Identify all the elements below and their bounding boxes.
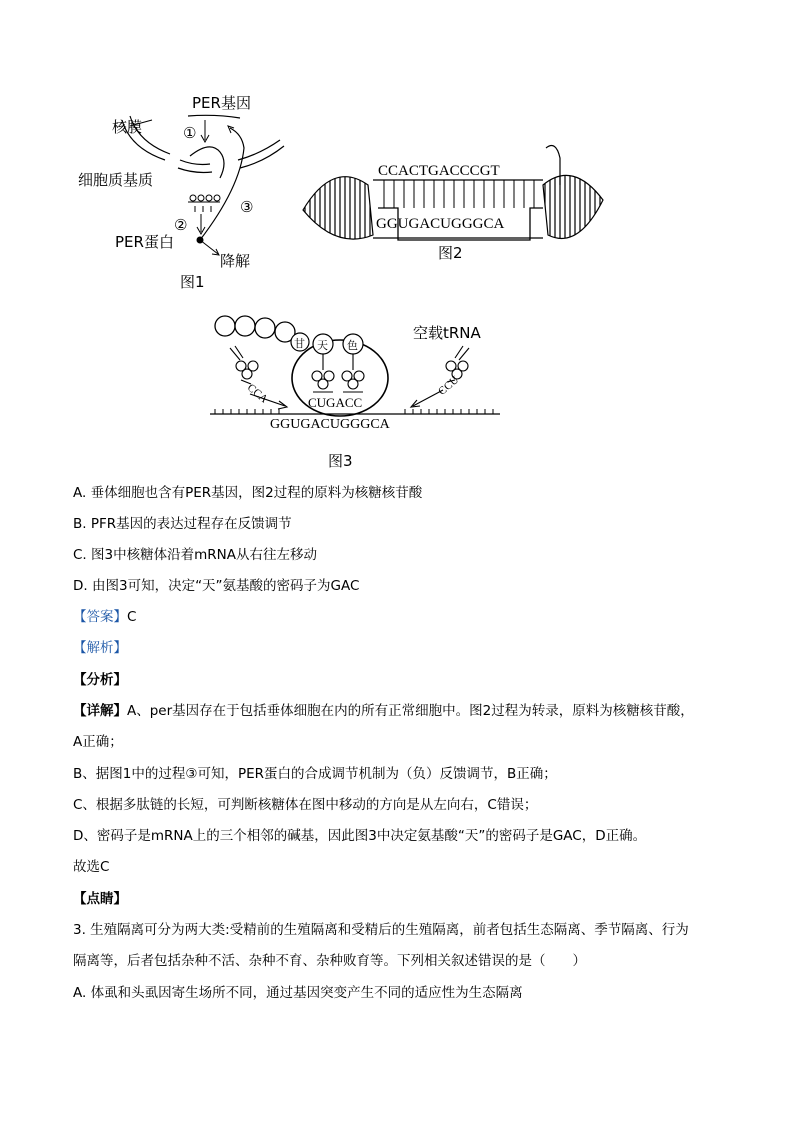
detail-line-3: B、据图1中的过程③可知，PER蛋白的合成调节机制为（负）反馈调节，B正确；	[73, 766, 557, 782]
label-membrane: 核膜	[112, 118, 143, 136]
left-trna	[230, 346, 258, 384]
label-cytoplasm: 细胞质基质	[78, 171, 154, 189]
detail-line-4: C、根据多肽链的长短，可判断核糖体在图中移动的方向是从左向右，C错误；	[73, 797, 538, 813]
figure-2-caption: 图2	[438, 244, 463, 262]
right-trna-anticodon: CCU	[436, 374, 462, 398]
aa-label-trp: 色	[347, 339, 358, 352]
detail-line-1	[73, 701, 694, 721]
question-3-line-2: 隔离等，后者包括杂种不活、杂种不育、杂种败育等。下列相关叙述错误的是（ ）	[73, 953, 586, 969]
base-pair-rungs	[384, 180, 534, 208]
polypeptide-chain	[215, 316, 295, 342]
aa-label-gly: 甘	[294, 337, 305, 350]
detail-line-2: A正确；	[73, 734, 123, 750]
label-gene: PER基因	[192, 94, 251, 112]
detail-label: 【详解】	[73, 703, 127, 719]
detail-line-5: D、密码子是mRNA上的三个相邻的碱基，因此图3中决定氨基酸“天”的密码子是GAC，D正确。	[73, 828, 647, 844]
answer-label: 【答案】	[73, 609, 127, 625]
analysis-label-text: 【解析】	[73, 640, 127, 656]
option-b: B. PFR基因的表达过程存在反馈调节	[73, 516, 292, 532]
rna-transcript: GGUGACUGGGCA	[376, 216, 505, 232]
figure-3-caption: 图3	[328, 452, 353, 470]
aa-label-asp: 天	[317, 339, 328, 352]
option-c: C. 图3中核糖体沿着mRNA从右往左移动	[73, 547, 317, 563]
question-3-line-1: 3. 生殖隔离可分为两大类:受精前的生殖隔离和受精后的生殖隔离，前者包括生态隔离、季节隔离、行为	[73, 922, 689, 938]
label-empty-trna: 空载tRNA	[413, 324, 481, 342]
figure-2	[298, 140, 616, 265]
figure-1	[70, 88, 295, 293]
label-step-2: ②	[174, 216, 188, 234]
detail-line-6: 故选C	[73, 859, 110, 875]
label-degrade: 降解	[220, 252, 251, 270]
question-3-option-a: A. 体虱和头虱因寄生场所不同，通过基因突变产生不同的适应性为生态隔离	[73, 985, 523, 1001]
answer-row	[73, 607, 136, 627]
fenxi-label: 【分析】	[73, 672, 127, 688]
figure-1-caption: 图1	[180, 273, 205, 291]
comment-label: 【点睛】	[73, 891, 127, 907]
option-d: D. 由图3可知，决定“天”氨基酸的密码子为GAC	[73, 578, 360, 594]
ribosomes	[188, 195, 220, 212]
option-a: A. 垂体细胞也含有PER基因，图2过程的原料为核糖核苷酸	[73, 485, 423, 501]
label-step-1: ①	[183, 124, 197, 142]
label-protein: PER蛋白	[115, 233, 174, 251]
left-trna-anticodon: CCA	[244, 381, 270, 406]
analysis-label	[73, 638, 127, 658]
label-step-3: ③	[240, 198, 254, 216]
answer-value: C	[127, 609, 137, 625]
mrna-curve	[190, 147, 224, 178]
detail-text-1: A、per基因存在于包括垂体细胞在内的所有正常细胞中。图2过程为转录，原料为核糖核苷酸，	[127, 703, 694, 719]
figure-3	[205, 310, 505, 472]
mrna-sequence: GGUGACUGGGCA	[270, 417, 390, 432]
nuclear-membrane	[122, 116, 284, 173]
gene-line	[188, 115, 240, 118]
anticodons-in-ribosome: CUGACC	[308, 395, 363, 410]
feedback-path	[200, 128, 244, 240]
dna-template-strand: CCACTGACCCGT	[378, 163, 500, 179]
